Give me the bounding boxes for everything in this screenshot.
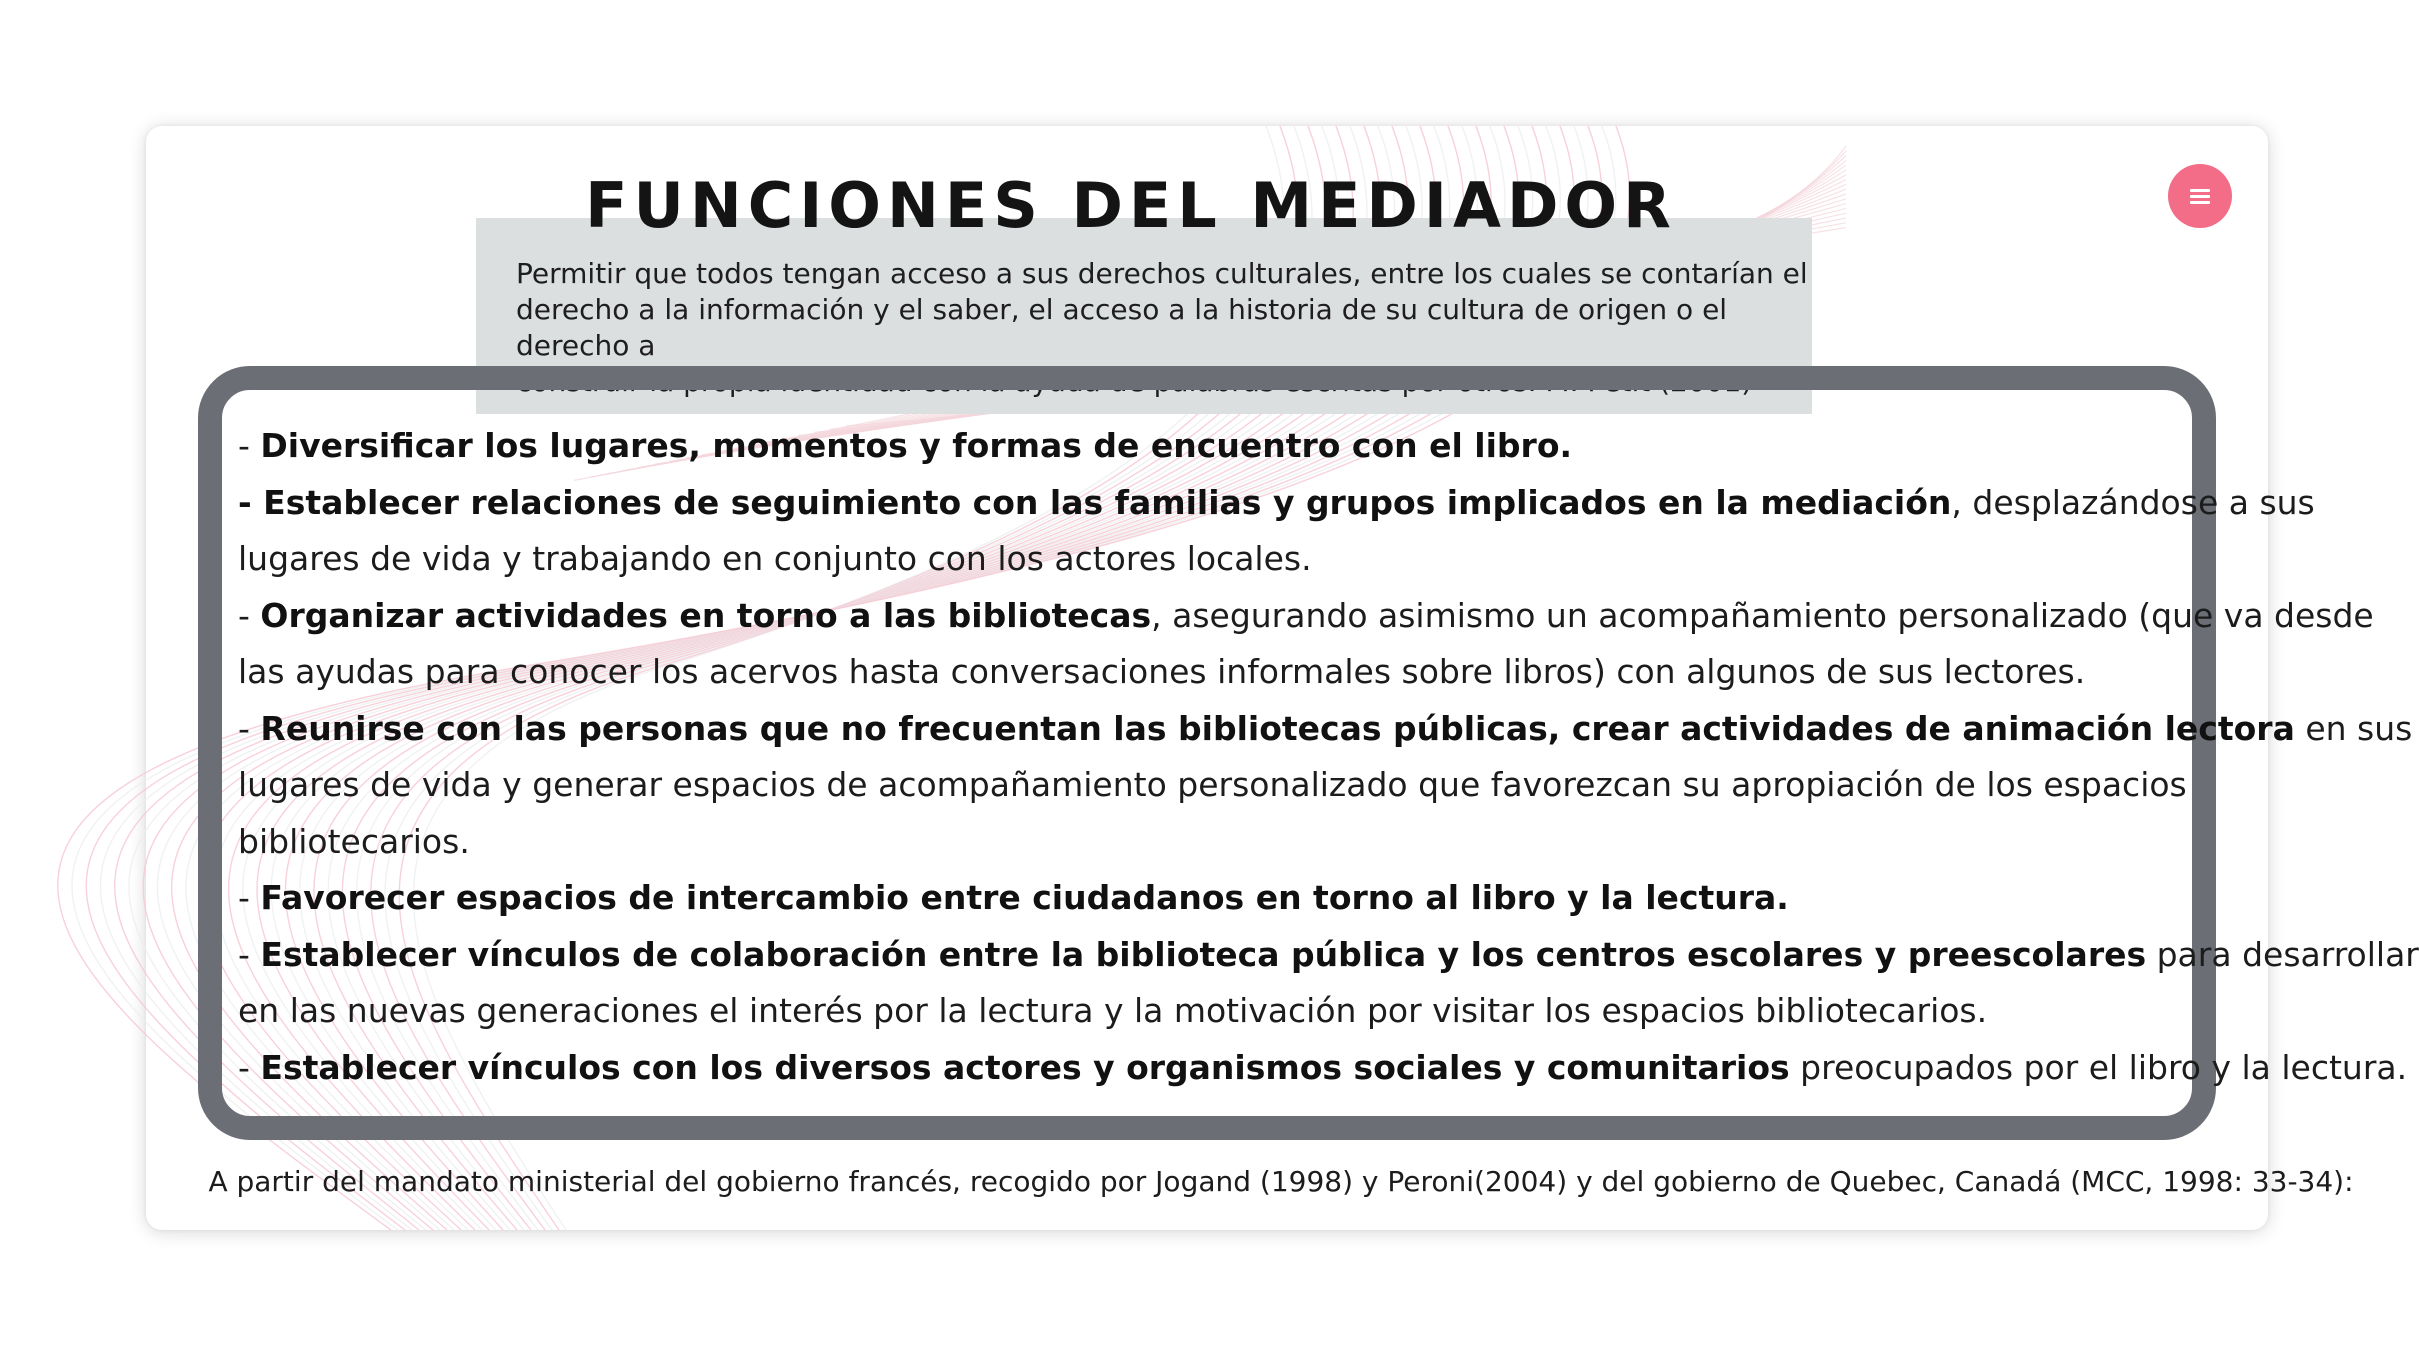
function-text: - — [238, 595, 261, 635]
function-emphasis: Establecer vínculos de colaboración entre la biblioteca pública y los centros escolares y preescolares — [260, 934, 2147, 974]
function-text: las ayudas para conocer los acervos hasta conversaciones informales sobre libros) con algunos de sus lectores. — [238, 652, 2086, 691]
function-item-line — [238, 644, 2208, 701]
function-text: lugares de vida y generar espacios de acompañamiento personalizado que favorezcan su apropiación de los espacios — [238, 765, 2187, 804]
slide — [146, 126, 2419, 1230]
source-note: A partir del mandato ministerial del gobierno francés, recogido por Jogand (1998) y Peroni(2004) y del gobierno de Quebec, Canadá (MCC, 1998: 33-34): — [208, 1165, 2354, 1198]
function-emphasis: - Establecer relaciones de seguimiento con las familias y grupos implicados en la mediación — [238, 482, 1952, 522]
function-item-line — [238, 1040, 2408, 1097]
function-item-line — [238, 531, 2208, 588]
function-item-line — [238, 757, 2208, 814]
function-text: lugares de vida y trabajando en conjunto con los actores locales. — [238, 539, 1312, 578]
function-emphasis: Diversificar los lugares, momentos y formas de encuentro con el libro. — [260, 426, 1573, 465]
function-text: , desplazándose a sus — [1951, 482, 2315, 522]
function-item-line — [238, 814, 2208, 871]
function-emphasis: Favorecer espacios de intercambio entre ciudadanos en torno al libro y la lectura. — [260, 878, 1789, 917]
function-text: - — [238, 426, 261, 465]
functions-list — [238, 418, 2419, 1096]
function-item-line — [238, 927, 2419, 984]
function-item-line — [238, 475, 2315, 532]
function-text: en sus — [2294, 708, 2413, 748]
quote-line: Permitir que todos tengan acceso a sus derechos culturales, entre los cuales se contarían el — [516, 257, 1808, 290]
function-emphasis: Establecer vínculos con los diversos actores y organismos sociales y comunitarios — [260, 1047, 1790, 1087]
function-text: - — [238, 708, 261, 748]
function-item-line — [238, 870, 2208, 927]
function-text: en las nuevas generaciones el interés por la lectura y la motivación por visitar los espacios bibliotecarios. — [238, 991, 1988, 1030]
function-text: , asegurando asimismo un acompañamiento personalizado (que va desde — [1151, 595, 2374, 635]
hamburger-icon — [2190, 186, 2210, 206]
function-item-line — [238, 983, 2208, 1040]
function-emphasis: Reunirse con las personas que no frecuentan las bibliotecas públicas, crear actividades de animación lectora — [260, 708, 2295, 748]
quote-line: construir la propia identidad con la ayuda de palabras escritas por otros. M. Petit (2001) — [516, 365, 1753, 398]
function-text: para desarrollar — [2146, 934, 2419, 974]
function-emphasis: Organizar actividades en torno a las bibliotecas — [260, 595, 1152, 635]
quote-line: derecho a la información y el saber, el acceso a la historia de su cultura de origen o el derecho a — [516, 293, 1728, 362]
function-text: - — [238, 934, 261, 974]
slide-title: FUNCIONES DEL MEDIADOR — [585, 169, 1677, 242]
function-text: - — [238, 1047, 261, 1087]
function-text: bibliotecarios. — [238, 821, 470, 861]
function-item-line — [238, 418, 2208, 475]
function-item-line — [238, 701, 2413, 758]
function-text: preocupados por el libro y la lectura. — [1789, 1047, 2408, 1087]
function-item-line — [238, 588, 2374, 645]
menu-button[interactable] — [2168, 164, 2232, 228]
function-text: - — [238, 878, 261, 917]
